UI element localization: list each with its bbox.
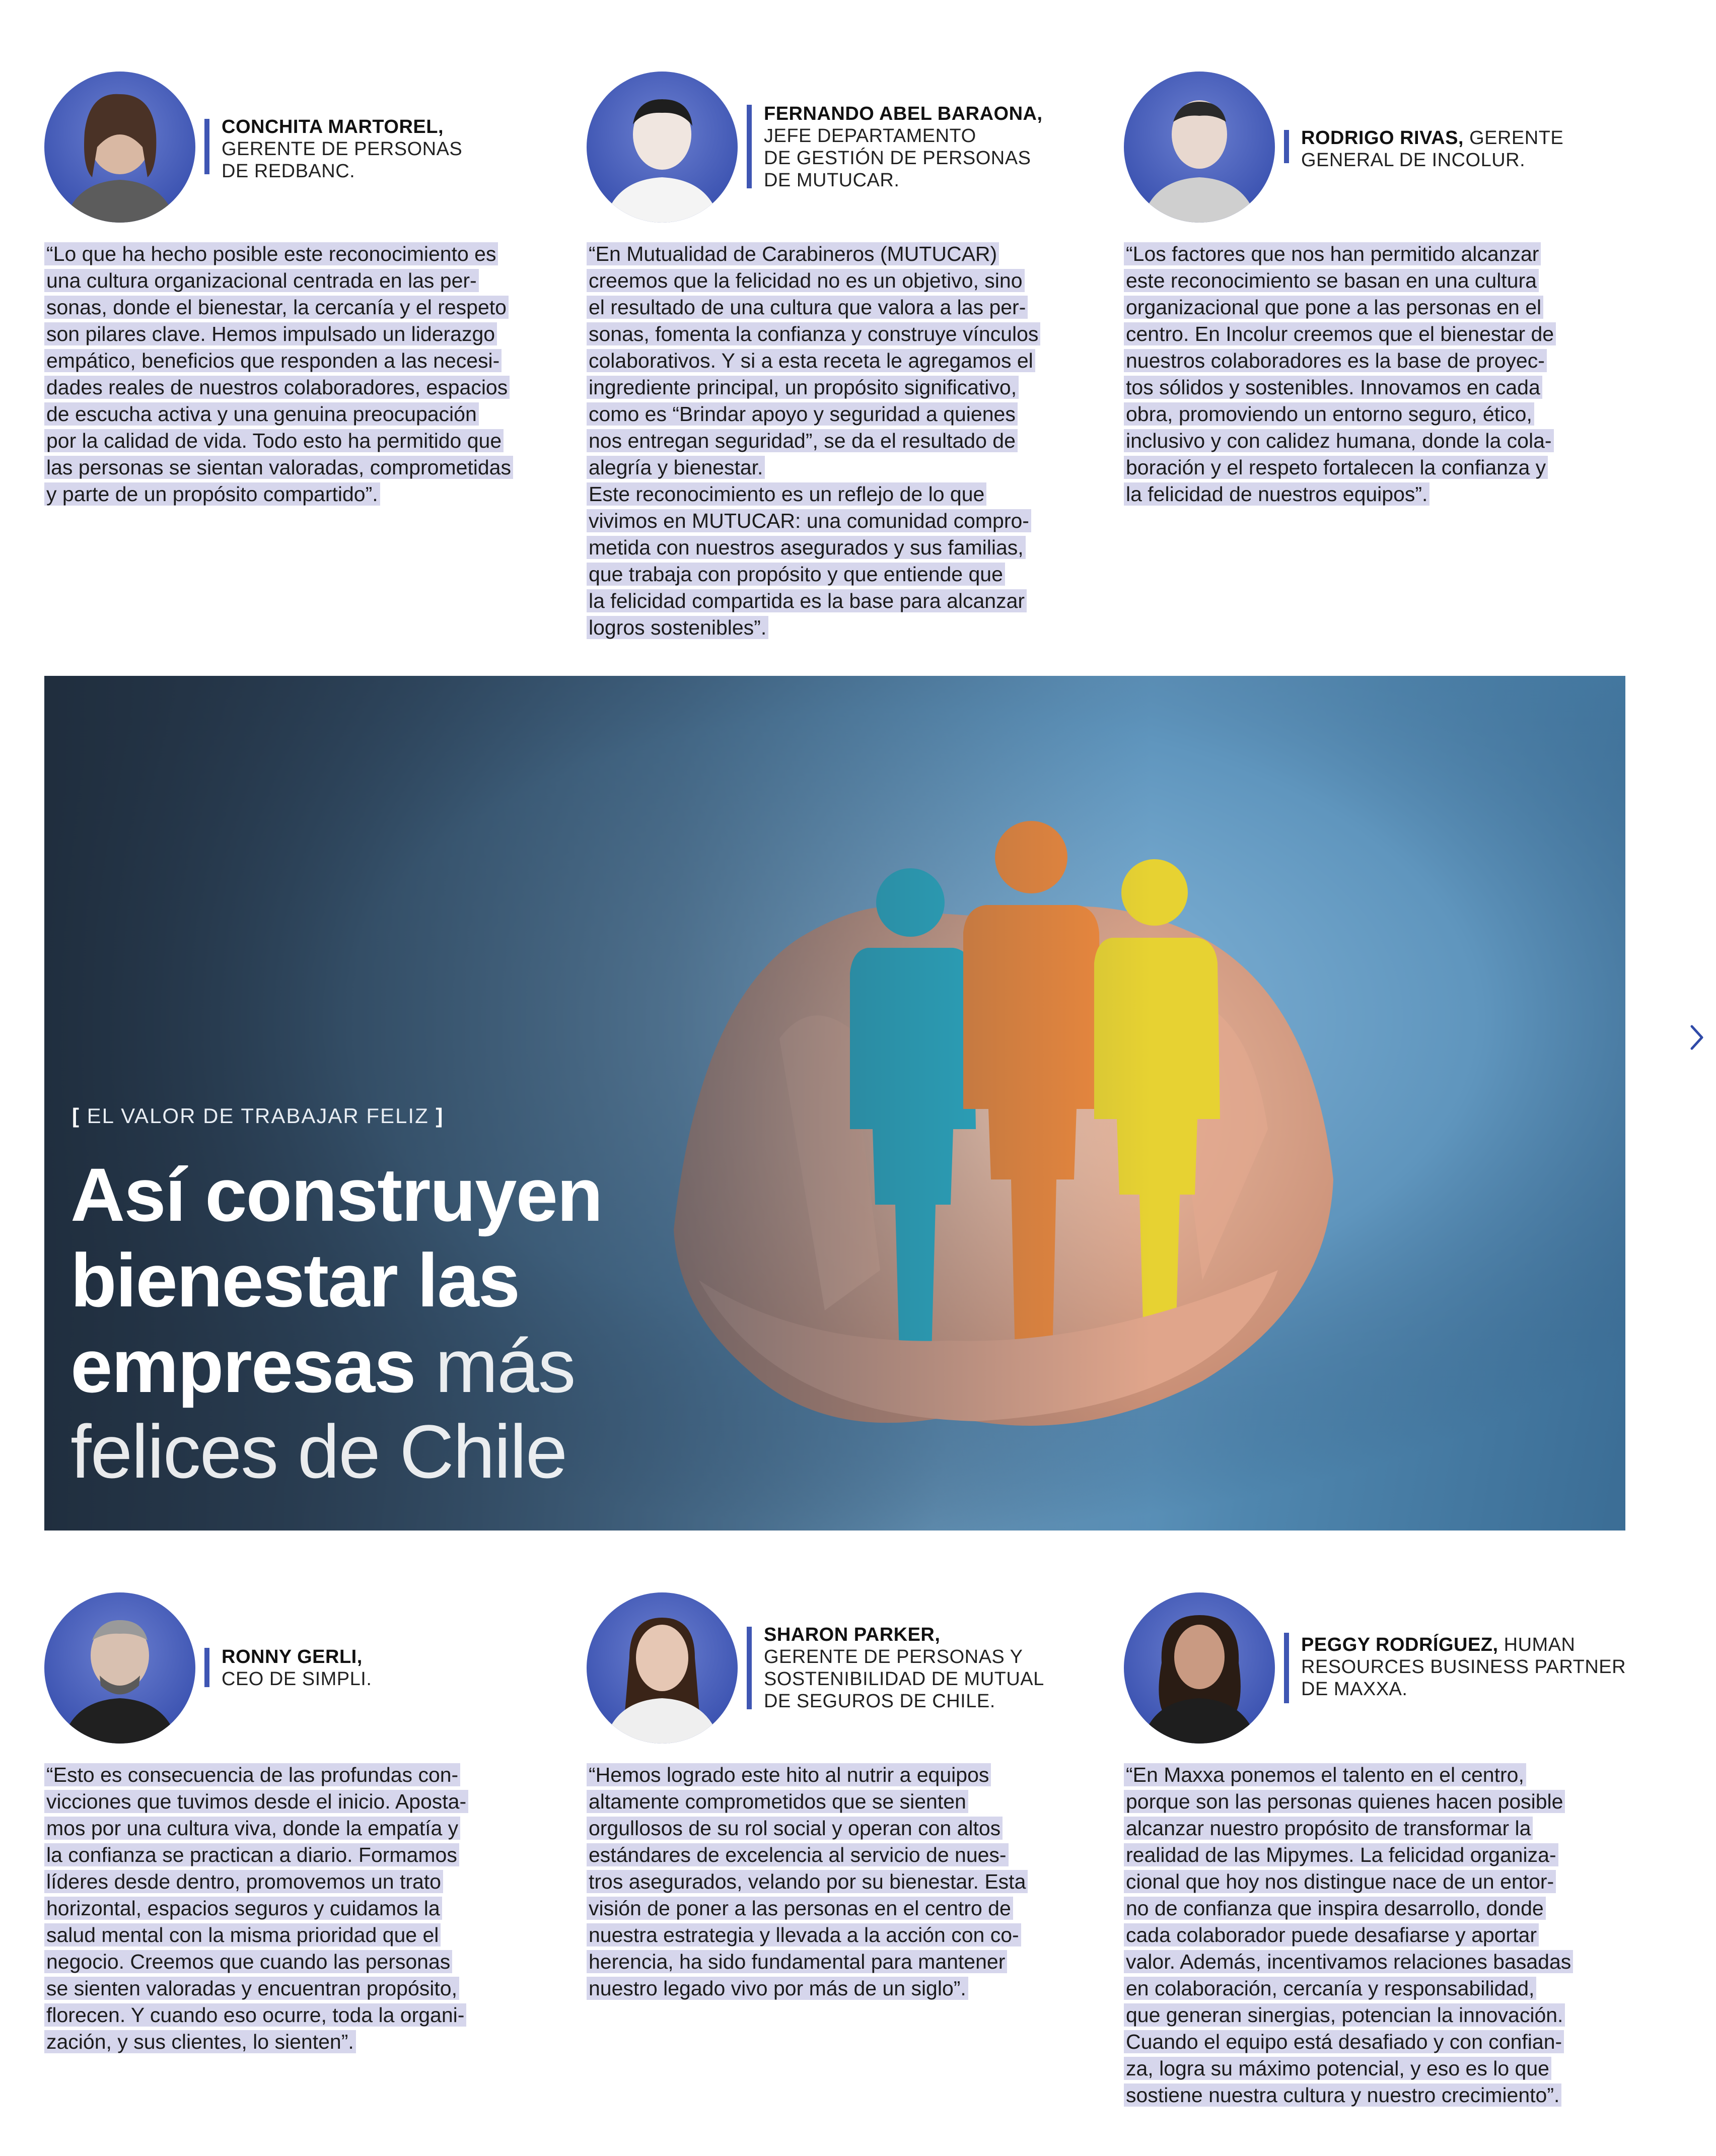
hero-banner: [44, 676, 1625, 1531]
quote-text: “En Maxxa ponemos el talento en el centro, porque son las personas quienes hacen posible alcanzar nuestro propósito de transformar la realidad de las Mipymes. La felicidad organiza- cional que hoy nos distingue nace de un entor- no de confianza que inspira desarrollo, donde cada colaborador puede desafiarse y aportar valor. Además, incentivamos relaciones basadas en colaboración, cercanía y responsabilidad, que generan sinergias, potencian la innovación. Cuando el equipo está desafiado y con confian- za, logra su máximo potencial, y eso es lo que sostiene nuestra cultura y nuestro crecimiento”.: [1124, 1762, 1573, 2109]
person-role: GERENTE: [1469, 127, 1564, 149]
accent-bar: [1284, 130, 1289, 163]
person-role: DE GESTIÓN DE PERSONAS: [764, 148, 1031, 169]
person-name: CONCHITA MARTOREL,: [222, 116, 444, 137]
portrait-photo: [1124, 1592, 1275, 1744]
portrait-photo: [587, 1592, 738, 1744]
person-name: RONNY GERLI,: [222, 1646, 363, 1667]
portrait-photo: [44, 72, 195, 223]
person-name: PEGGY RODRÍGUEZ,: [1301, 1634, 1498, 1655]
person-role: SOSTENIBILIDAD DE MUTUAL: [764, 1668, 1044, 1690]
person-role: DE MUTUCAR.: [764, 170, 900, 191]
caption: [222, 1646, 372, 1690]
accent-bar: [747, 1627, 752, 1709]
chevron-right-icon[interactable]: [1687, 1022, 1707, 1053]
person-role: HUMAN: [1504, 1634, 1576, 1655]
person-role: GERENTE DE PERSONAS Y: [764, 1646, 1023, 1667]
person-role: JEFE DEPARTAMENTO: [764, 125, 976, 147]
person-role: RESOURCES BUSINESS PARTNER: [1301, 1656, 1626, 1678]
caption: [764, 1624, 1044, 1712]
portrait-photo: [1124, 72, 1275, 223]
portrait-photo: [44, 1592, 195, 1744]
caption: [1301, 127, 1563, 171]
person-name: FERNANDO ABEL BARAONA,: [764, 103, 1043, 124]
caption: [1301, 1634, 1626, 1700]
accent-bar: [204, 1648, 209, 1687]
accent-bar: [747, 105, 752, 188]
caption: [222, 116, 462, 182]
person-role: DE MAXXA.: [1301, 1679, 1408, 1700]
caption: [764, 103, 1043, 191]
quote-text: “Lo que ha hecho posible este reconocimiento es una cultura organizacional centrada en las per- sonas, donde el bienestar, la cercanía y el respeto son pilares clave. Hemos impulsado un liderazgo empático, beneficios que responden a las necesi- dades reales de nuestros colaboradores, espacios de escucha activa y una genuina preocupación por la calidad de vida. Todo esto ha permitido que las personas se sientan valoradas, comprometidas y parte de un propósito compartido”.: [44, 241, 513, 508]
person-role: DE SEGUROS DE CHILE.: [764, 1691, 995, 1712]
person-role: GENERAL DE INCOLUR.: [1301, 150, 1526, 171]
quote-text: “Hemos logrado este hito al nutrir a equipos altamente comprometidos que se sienten orgullosos de su rol social y operan con altos estándares de excelencia al servicio de nues- tros asegurados, velando por su bienestar. Esta visión de poner a las personas en el centro de nuestra estrategia y llevada a la acción con co- herencia, ha sido fundamental para mantener nuestro legado vivo por más de un siglo”.: [587, 1762, 1028, 2002]
person-role: DE REDBANC.: [222, 161, 355, 182]
portrait-photo: [587, 72, 738, 223]
person-role: CEO DE SIMPLI.: [222, 1668, 372, 1690]
person-role: GERENTE DE PERSONAS: [222, 138, 463, 160]
quote-text: “En Mutualidad de Carabineros (MUTUCAR) creemos que la felicidad no es un objetivo, sino el resultado de una cultura que valora a las per- sonas, fomenta la confianza y construye vínculos colaborativos. Y si a esta receta le agregamos el ingrediente principal, un propósito significativo, como es “Brindar apoyo y seguridad a quienes nos entregan seguridad”, se da el resultado de alegría y bienestar. Este reconocimiento es un reflejo de lo que vivimos en MUTUCAR: una comunidad compro- metida con nuestros asegurados y sus familias, que trabaja con propósito y que entiende que la felicidad compartida es la base para alcanzar logros sostenibles”.: [587, 241, 1040, 641]
accent-bar: [204, 119, 209, 174]
section-kicker: [ EL VALOR DE TRABAJAR FELIZ ]: [72, 1104, 444, 1128]
page-title: Así construyen bienestar las empresas más felices de Chile: [70, 1152, 602, 1494]
quote-text: “Esto es consecuencia de las profundas con- vicciones que tuvimos desde el inicio. Aposta- mos por una cultura viva, donde la empatía y la confianza se practican a diario. Formamos líderes desde dentro, promovemos un trato horizontal, espacios seguros y cuidamos la salud mental con la misma prioridad que el negocio. Creemos que cuando las personas se sienten valoradas y encuentran propósito, florecen. Y cuando eso ocurre, toda la organi- zación, y sus clientes, lo sienten”.: [44, 1762, 468, 2055]
quote-text: “Los factores que nos han permitido alcanzar este reconocimiento se basan en una cultura organizacional que pone a las personas en el centro. En Incolur creemos que el bienestar de nuestros colaboradores es la base de proyec- tos sólidos y sostenibles. Innovamos en cada obra, promoviendo un entorno seguro, ético, inclusivo y con calidez humana, donde la cola- boración y el respeto fortalecen la confianza y la felicidad de nuestros equipos”.: [1124, 241, 1556, 508]
person-name: SHARON PARKER,: [764, 1624, 941, 1645]
accent-bar: [1284, 1633, 1289, 1703]
person-name: RODRIGO RIVAS,: [1301, 127, 1464, 149]
